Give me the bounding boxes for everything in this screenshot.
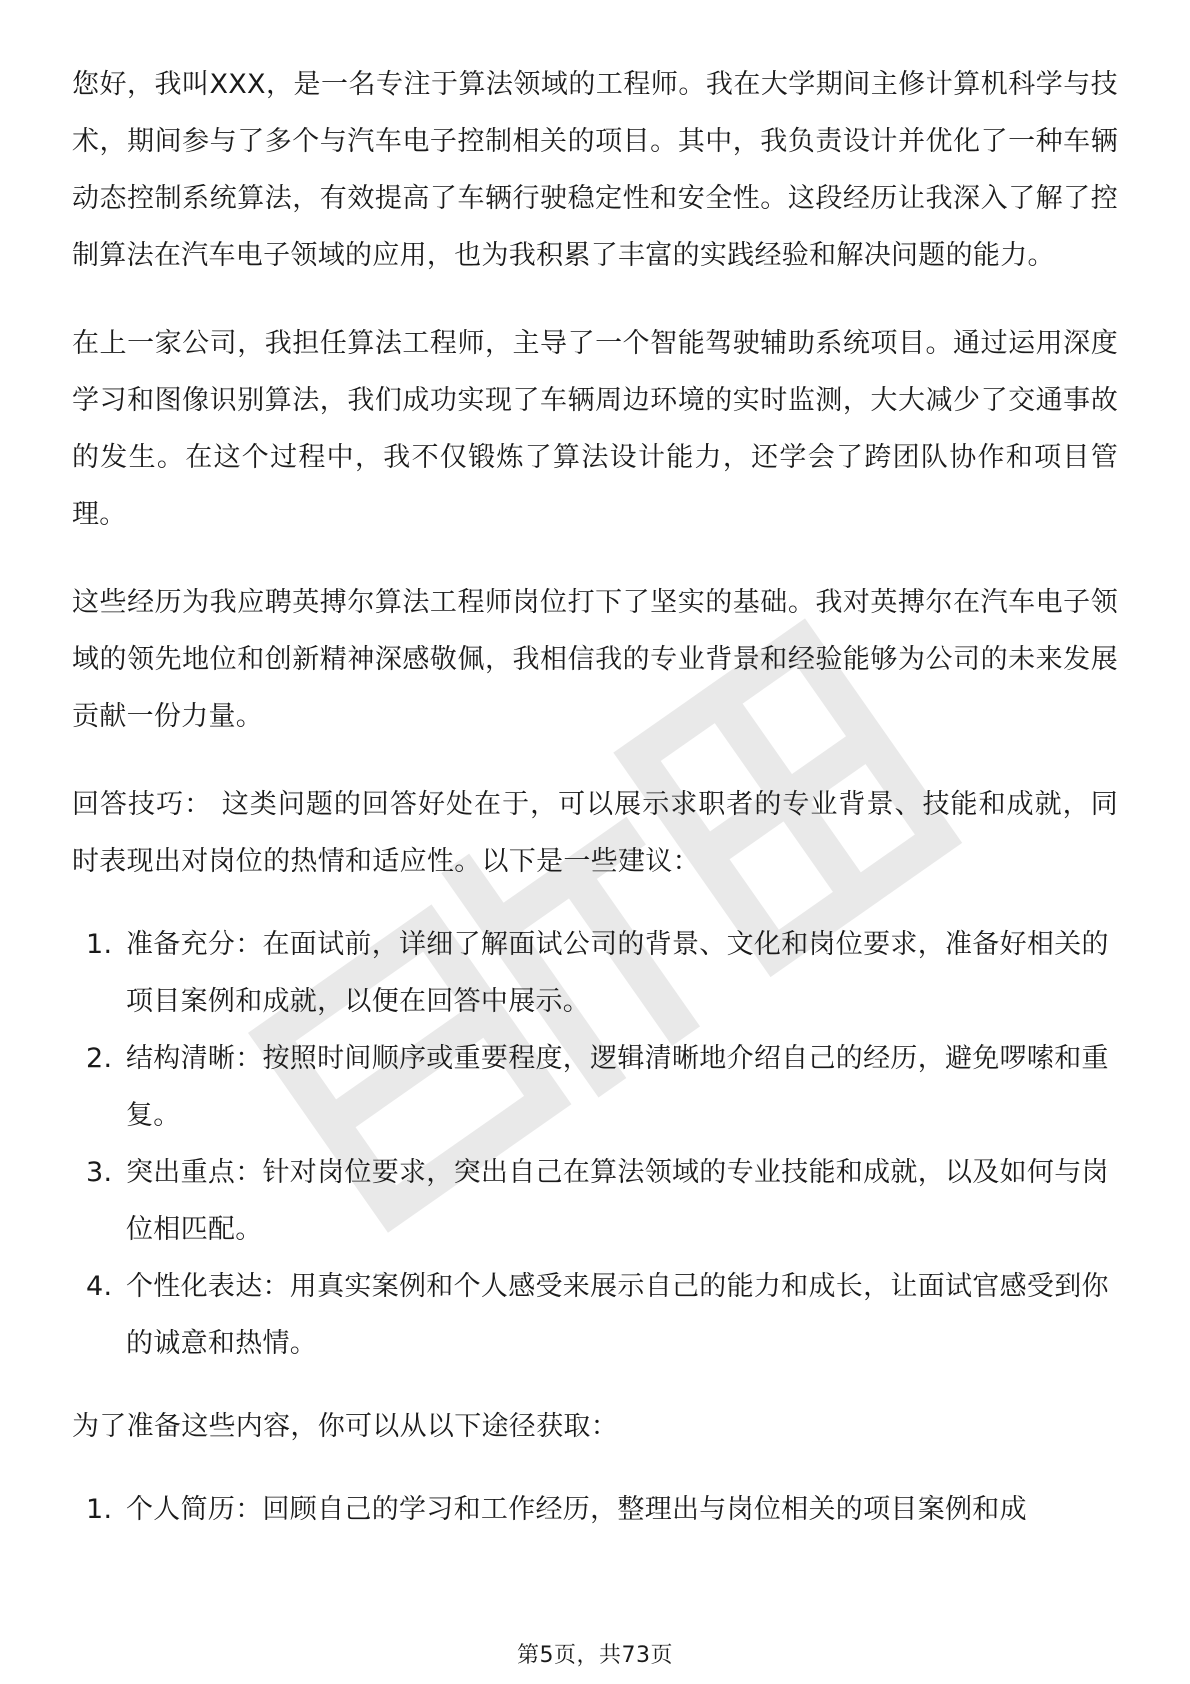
sources-list: [72, 1481, 1118, 1538]
list-item-text: 突出重点：针对岗位要求，突出自己在算法领域的专业技能和成就，以及如何与岗位相匹配。: [126, 1157, 1109, 1245]
list-item: [72, 1481, 1118, 1538]
list-item-number: 1.: [86, 929, 113, 960]
tips-list: [72, 916, 1118, 1372]
paragraph-sources-intro: 为了准备这些内容，你可以从以下途径获取：: [72, 1411, 618, 1442]
list-item: [72, 1144, 1118, 1258]
list-item-number: 1.: [86, 1494, 113, 1525]
list-item-text: 结构清晰：按照时间顺序或重要程度，逻辑清晰地介绍自己的经历，避免啰嗦和重复。: [126, 1043, 1109, 1131]
list-item-number: 3.: [86, 1157, 113, 1188]
document-body: [72, 56, 1118, 1564]
paragraph-answer-tips: 回答技巧： 这类问题的回答好处在于，可以展示求职者的专业背景、技能和成就，同时表现出对岗位的热情和适应性。以下是一些建议：: [72, 789, 1118, 877]
paragraph-motivation: 这些经历为我应聘英搏尔算法工程师岗位打下了坚实的基础。我对英搏尔在汽车电子领域的领先地位和创新精神深感敬佩，我相信我的专业背景和经验能够为公司的未来发展贡献一份力量。: [72, 587, 1118, 732]
list-item: [72, 1030, 1118, 1144]
paragraph-previous-job: 在上一家公司，我担任算法工程师，主导了一个智能驾驶辅助系统项目。通过运用深度学习和图像识别算法，我们成功实现了车辆周边环境的实时监测，大大减少了交通事故的发生。在这个过程中，我不仅锻炼了算法设计能力，还学会了跨团队协作和项目管理。: [72, 328, 1118, 530]
list-item: [72, 1258, 1118, 1372]
list-item-number: 2.: [86, 1043, 113, 1074]
list-item: [72, 916, 1118, 1030]
list-item-text: 个人简历：回顾自己的学习和工作经历，整理出与岗位相关的项目案例和成: [126, 1494, 1027, 1525]
list-item-text: 个性化表达：用真实案例和个人感受来展示自己的能力和成长，让面试官感受到你的诚意和热情。: [126, 1271, 1109, 1359]
page-number-footer: 第5页，共73页: [517, 1643, 673, 1668]
list-item-number: 4.: [86, 1271, 113, 1302]
paragraph-intro: 您好，我叫XXX，是一名专注于算法领域的工程师。我在大学期间主修计算机科学与技术，期间参与了多个与汽车电子控制相关的项目。其中，我负责设计并优化了一种车辆动态控制系统算法，有效提高了车辆行驶稳定性和安全性。这段经历让我深入了解了控制算法在汽车电子领域的应用，也为我积累了丰富的实践经验和解决问题的能力。: [72, 69, 1118, 271]
list-item-text: 准备充分：在面试前，详细了解面试公司的背景、文化和岗位要求，准备好相关的项目案例和成就，以便在回答中展示。: [126, 929, 1109, 1017]
